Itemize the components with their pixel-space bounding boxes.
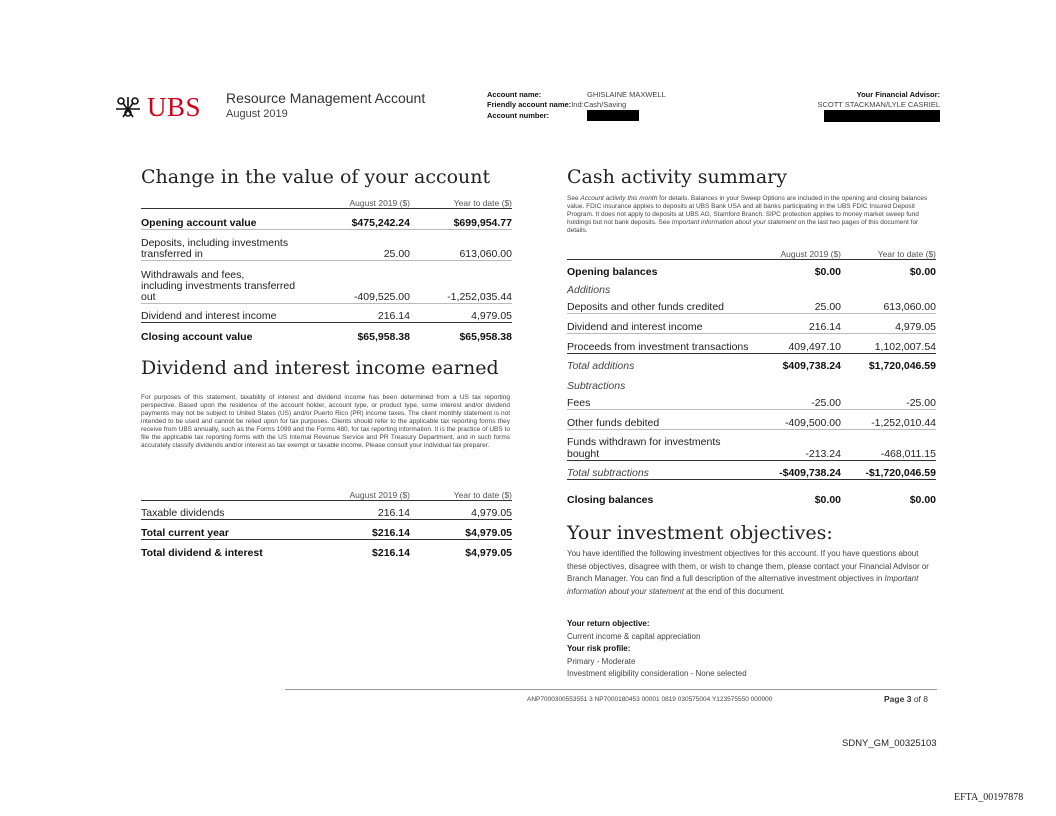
account-name-label: Account name: (487, 90, 542, 99)
objectives-details (567, 618, 747, 681)
table-row: Withdrawals and fees, including investments transferred out -409,525.00 -1,252,035.44 (141, 261, 512, 304)
friendly-name-value: Ind:Cash/Saving (571, 100, 627, 109)
footer-code: ANP7000300553551 3 NP7000180453 00001 0819 030575004 Y123575550 000000 (527, 696, 773, 703)
table-row: Funds withdrawn for investments bought -213.24 -468,011.15 (567, 430, 936, 461)
advisor-label: Your Financial Advisor: (856, 90, 940, 99)
tax-disclaimer: For purposes of this statement, taxability of interest and dividend income has been determined from a US tax reporting perspective. Based upon the residence of the account holder, account type, or product type, some interest and/or dividend payments may not be subject to United States (US) and/or Puerto Rico (PR) income taxes. The client monthly statement is not intended to be used and cannot be relied upon for tax purposes. Clients should refer to the applicable tax reporting forms they receive from UBS annually, such as the Forms 1099 and the Forms 480, for tax reporting information. It is the practice of UBS to file the applicable tax reporting forms with the US Internal Revenue Service and PR Treasury Department, and in such forms accurately classify dividends and/or interest as tax exempt or taxable income. Please consult your individual tax preparer. (141, 394, 510, 449)
table-row: Proceeds from investment transactions 409,497.10 1,102,007.54 (567, 334, 936, 354)
objectives-title: Your investment objectives: (567, 522, 833, 544)
friendly-name-label: Friendly account name: (487, 100, 572, 109)
account-name-value: GHISLAINE MAXWELL (587, 90, 666, 99)
objectives-paragraph: You have identified the following investment objectives for this account. If you have questions about these objectives, disagree with them, or wish to change them, please contact your Financial Advisor or Branch Manager. You can find a full description of the alternative investment objectives in Important information about your statement at the end of this document. (567, 549, 929, 596)
efta-number: EFTA_00197878 (954, 792, 1024, 803)
advisor-value: SCOTT STACKMAN/LYLE CASRIEL (817, 100, 940, 109)
table-row: Opening account value $475,242.24 $699,954.77 (141, 209, 512, 230)
risk-profile-value: Primary - Moderate (567, 656, 636, 666)
account-number-redaction (587, 110, 639, 121)
cash-activity-title: Cash activity summary (567, 166, 787, 188)
dividend-income-title: Dividend and interest income earned (141, 357, 499, 379)
col-header-ytd: Year to date ($) (453, 198, 512, 208)
statement-period: August 2019 (226, 108, 288, 120)
change-value-table (141, 194, 512, 343)
table-row: Opening balances $0.00 $0.00 (567, 260, 936, 279)
bates-number: SDNY_GM_00325103 (842, 738, 937, 749)
col-header-ytd: Year to date ($) (453, 490, 512, 500)
statement-title: Resource Management Account (226, 90, 426, 106)
page-indicator: Page 3 of 8 (884, 694, 929, 704)
advisor-info (817, 90, 940, 125)
ubs-logo (113, 92, 201, 123)
table-row: Fees -25.00 -25.00 (567, 397, 936, 409)
table-row: Deposits, including investments transferred in 25.00 613,060.00 (141, 230, 512, 261)
return-objective-label: Your return objective: (567, 619, 650, 628)
table-row: Total current year $216.14 $4,979.05 (141, 520, 512, 540)
col-header-month: August 2019 ($) (349, 198, 410, 208)
ubs-keys-icon (113, 95, 143, 121)
table-row: Closing balances $0.00 $0.00 (567, 480, 936, 507)
table-row: Total subtractions -$409,738.24 -$1,720,046.59 (567, 461, 936, 480)
col-header-month: August 2019 ($) (349, 490, 410, 500)
cash-activity-note: See Account activity this month for details. Balances in your Sweep Options are included in the opening and closing balances value. FDIC insurance applies to deposits at UBS Bank USA and all banks participating in the UBS FDIC Insured Deposit Program. It does not apply to deposits at UBS AG, Stamford Branch. SIPC protection applies to money market sweep fund holdings but not bank deposits. See Important information about your statement on the last two pages of this document for details. (567, 195, 928, 234)
risk-profile-label: Your risk profile: (567, 644, 631, 654)
table-row: Total additions $409,738.24 $1,720,046.59 (567, 354, 936, 373)
change-value-title: Change in the value of your account (141, 166, 491, 188)
table-row: Deposits and other funds credited 25.00 613,060.00 (567, 301, 936, 313)
table-row: Subtractions (567, 380, 626, 392)
advisor-redaction (824, 110, 940, 122)
dividend-table (141, 486, 512, 559)
col-header-month: August 2019 ($) (780, 249, 841, 259)
cash-activity-table (567, 245, 936, 506)
table-row: Dividend and interest income 216.14 4,979.05 (141, 304, 512, 323)
eligibility-text: Investment eligibility consideration - None selected (567, 669, 747, 679)
account-number-label: Account number: (487, 110, 550, 120)
table-row: Other funds debited -409,500.00 -1,252,010.44 (567, 410, 936, 430)
account-info (487, 90, 666, 121)
table-row: Taxable dividends 216.14 4,979.05 (141, 501, 512, 520)
brand-name: UBS (147, 92, 202, 122)
table-row: Total dividend & interest $216.14 $4,979.05 (141, 540, 512, 560)
table-row: Additions (567, 284, 611, 296)
table-row: Dividend and interest income 216.14 4,979.05 (567, 314, 936, 334)
return-objective-value: Current income & capital appreciation (567, 631, 701, 641)
table-row: Closing account value $65,958.38 $65,958.38 (141, 323, 512, 344)
footer-divider (285, 689, 937, 690)
col-header-ytd: Year to date ($) (877, 249, 936, 259)
